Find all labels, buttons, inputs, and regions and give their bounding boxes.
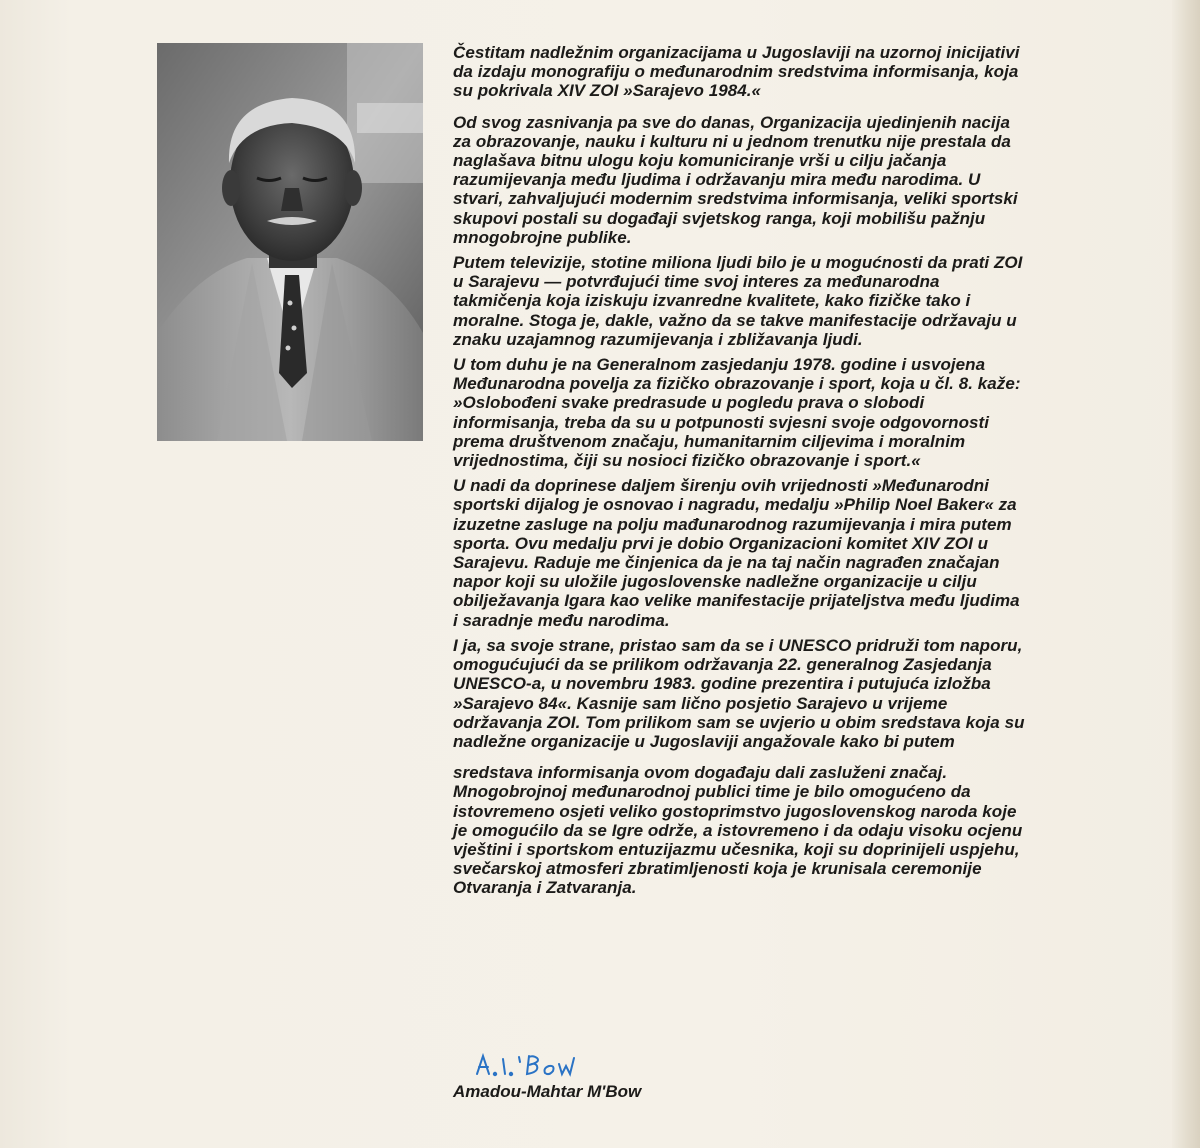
paragraph-unesco-role: Od svog zasnivanja pa sve do danas, Organizacija ujedinjenih nacija za obrazovanje, nauku i kulturu ni u jednom trenutku nije prestala da naglašava bitnu ulogu koju komuniciranje vrši u cilju jačanja razumijevanja među ljudima i održavanju mira među narodima. U stvari, zahvaljujući modernim sredstvima informisanja, veliki sportski skupovi postali su događaji svjetskog ranga, koji mobilišu pažnju mnogobrojne publike. bbox=[453, 112, 1018, 247]
paragraph-charter: U tom duhu je na Generalnom zasjedanju 1978. godine i usvojena Međunarodna povelja za fizičko obrazovanje i sport, koja u čl. 8. kaže: »Oslobođeni svake predrasude u pogledu prava o slobodi informisanja, treba da su u potpunosti svjesni svoje odgovornosti prema društvenom značaju, humanitarnim ciljevima i moralnim vrijednostima, čiji su nosioci fizičko obrazovanje i sport.« bbox=[453, 355, 1021, 471]
portrait-photo bbox=[157, 43, 423, 441]
paragraph-medal: U nadi da doprinese daljem širenju ovih vrijednosti »Međunarodni sportski dijalog je osnovao i nagradu, medalju »Philip Noel Baker« za izuzetne zasluge na polju mađunarodnog razumijevanja i mira putem sporta. Ovu medalju prvi je dobio Organizacioni komitet XIV ZOI u Sarajevu. Raduje me činjenica da je na taj način nagrađen značajan napor koji su uložile jugoslovenske nadležne organizacije u cilju obilježavanja Igara kao velike manifestacije prijateljstva među ljudima i saradnje među narodima. bbox=[453, 476, 1020, 630]
paragraph-exhibition: I ja, sa svoje strane, pristao sam da se i UNESCO pridruži tom naporu, omogućujući da se prilikom održavanja 22. generalnog Zasjedanja UNESCO-a, u novembru 1983. godine prezentira i putujuća izložba »Sarajevo 84«. Kasnije sam lično posjetio Sarajevo u vrijeme održavanja ZOI. Tom prilikom sam se uvjerio u obim sredstava koja su nadležne organizacije u Jugoslaviji angažovale kako bi putem bbox=[453, 635, 1025, 751]
paragraph-congratulations: Čestitam nadležnim organizacijama u Jugoslaviji na uzornoj inicijativi da izdaju monografiju o međunarodnim sredstvima informisanja, koja su pokrivala XIV ZOI »Sarajevo 1984.« bbox=[453, 43, 1020, 101]
paragraph-closing: sredstava informisanja ovom događaju dali zasluženi značaj. Mnogobrojnoj međunarodnoj publici time je bilo omogućeno da istovremeno osjeti veliko gostoprimstvo jugoslovenskog naroda koje je omogućilo da se Igre održe, a istovremeno i da odaju visoku ocjenu vještini i sportskom entuzijazmu učesnika, koji su doprinijeli uspjehu, svečarskoj atmosferi zbratimljenosti koja je krunisala ceremonije Otvaranja i Zatvaranja. bbox=[453, 763, 1023, 898]
handwritten-signature bbox=[473, 1050, 653, 1078]
page-gutter bbox=[1172, 0, 1200, 1148]
paragraph-television: Putem televizije, stotine miliona ljudi bilo je u mogućnosti da prati ZOI u Sarajevu — potvrđujući time svoj interes za međunarodna takmičenja koja iziskuju izvanredne kvalitete, kako fizičke tako i moralne. Stoga je, dakle, važno da se takve manifestacije održavaju u znaku uzajamnog razumijevanja i zbližavanja ljudi. bbox=[453, 253, 1023, 349]
signer-name: Amadou-Mahtar M'Bow bbox=[453, 1082, 642, 1101]
letter-body bbox=[453, 43, 1153, 898]
portrait-illustration bbox=[157, 43, 423, 441]
